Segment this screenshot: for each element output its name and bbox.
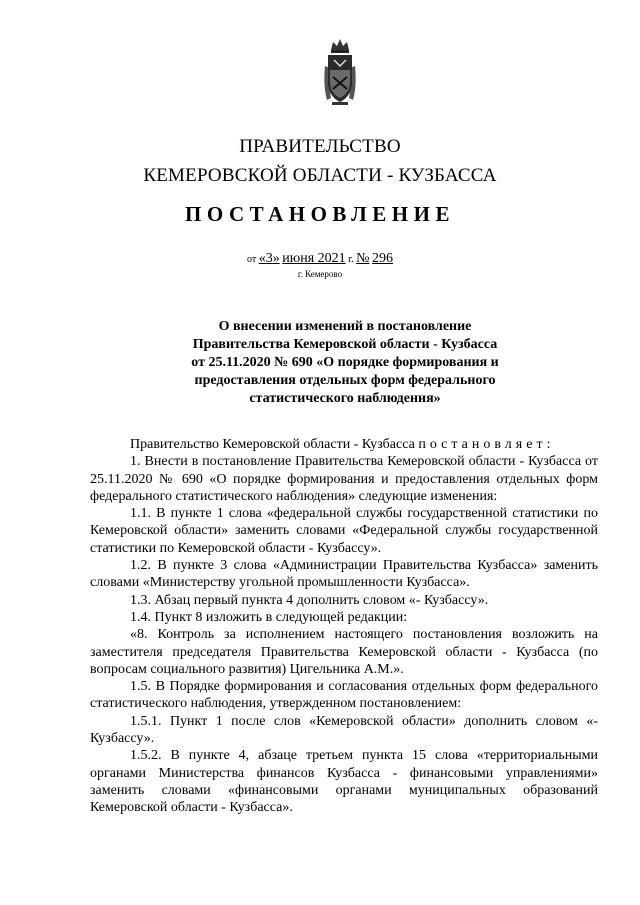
body-paragraph: «8. Контроль за исполнением настоящего постановления возложить на заместителя председателя Правительства Кемеровской области - Кузбасса (по вопросам социального развития) Цигельника А.М.».: [90, 627, 598, 677]
subject-line: от 25.11.2020 № 690 «О порядке формирования и: [191, 355, 499, 370]
date-open-quote: «: [258, 251, 266, 266]
date-close-quote: »: [272, 251, 280, 266]
subject-line: предоставления отдельных форм федерального: [194, 373, 496, 388]
coat-of-arms-icon: [321, 36, 359, 112]
preamble-text: Правительство Кемеровской области - Кузбасса: [130, 437, 415, 452]
body-paragraph: 1.5.1. Пункт 1 после слов «Кемеровской области» дополнить словом «- Кузбассу».: [90, 713, 598, 747]
document-body: [90, 436, 598, 817]
date-month-year: июня 2021: [282, 251, 346, 266]
document-number: 296: [371, 251, 393, 266]
body-paragraph: 1.5.2. В пункте 4, абзаце третьем пункта 15 слова «территориальными органами Министерства финансов Кузбасса - финансовыми управлениями» заменить словами «финансовыми органами муниципальных образований Кемеровской области - Кузбасса».: [90, 748, 598, 816]
city-label: г. Кемерово: [297, 269, 343, 279]
body-paragraph: 1.3. Абзац первый пункта 4 дополнить словом «- Кузбассу».: [130, 592, 489, 608]
body-paragraph: 1.5. В Порядке формирования и согласования отдельных форм федерального статистического наблюдения, утвержденном постановлением:: [90, 679, 598, 712]
government-name-line1: ПРАВИТЕЛЬСТВО: [239, 136, 401, 157]
subject-line: статистического наблюдения»: [249, 391, 441, 406]
date-prefix: от: [247, 254, 257, 265]
preamble-verb: постановляет:: [418, 437, 555, 452]
document-date-number: [0, 251, 640, 267]
preamble-paragraph: [90, 436, 598, 453]
document-subject: [150, 318, 540, 408]
body-paragraph: 1.4. Пункт 8 изложить в следующей редакции:: [130, 609, 408, 625]
subject-line: Правительства Кемеровской области - Кузбасса: [192, 337, 498, 352]
government-name-line2: КЕМЕРОВСКОЙ ОБЛАСТИ - КУЗБАССА: [143, 165, 497, 186]
date-day: 3: [265, 251, 273, 266]
date-year-suffix: г.: [348, 254, 354, 265]
body-paragraph: 1.1. В пункте 1 слова «федеральной службы государственной статистики по Кемеровской области» заменить словами «Федеральной службы государственной статистики по Кемеровской области - Кузбассу».: [90, 506, 598, 556]
number-sign: №: [356, 251, 370, 266]
subject-line: О внесении изменений в постановление: [218, 319, 472, 334]
body-paragraph: 1.2. В пункте 3 слова «Администрации Правительства Кузбасса» заменить словами «Министерству угольной промышленности Кузбасса».: [90, 558, 598, 591]
document-type-title: ПОСТАНОВЛЕНИЕ: [185, 202, 455, 226]
body-paragraph: 1. Внести в постановление Правительства Кемеровской области - Кузбасса от 25.11.2020 № 690 «О порядке формирования и предоставления отдельных форм федерального статистического наблюдения» следующие изменения:: [90, 454, 598, 504]
